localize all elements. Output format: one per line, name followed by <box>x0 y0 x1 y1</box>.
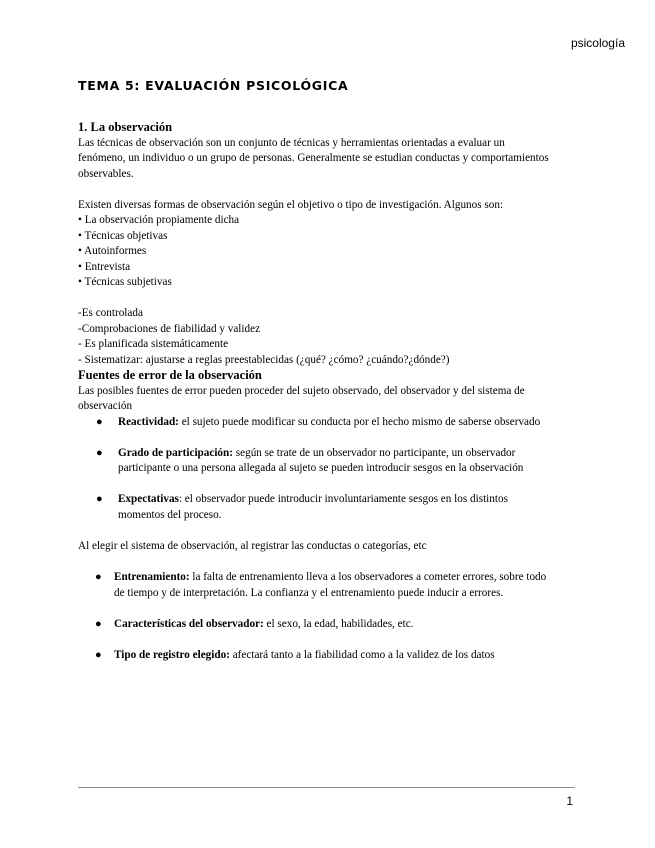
term: Características del observador: <box>114 617 264 630</box>
bullet-icon: ● <box>95 571 102 583</box>
forms-intro: Existen diversas formas de observación según el objetivo o tipo de investigación. Algunos son: <box>78 198 504 211</box>
list-item: • Técnicas objetivas <box>78 229 168 242</box>
term: Tipo de registro elegido: <box>114 648 230 661</box>
list-item: • Entrevista <box>78 260 131 273</box>
section-heading-fuentes-error: Fuentes de error de la observación <box>78 368 262 382</box>
paragraph-line: fenómeno, un individuo o un grupo de personas. Generalmente se estudian conductas y comportamientos <box>78 152 549 164</box>
list-item: - Es planificada sistemáticamente <box>78 338 229 350</box>
paragraph-line: Las posibles fuentes de error pueden proceder del sujeto observado, del observador y del sistema de <box>78 384 525 397</box>
system-intro: Al elegir el sistema de observación, al registrar las conductas o categorías, etc <box>78 539 427 552</box>
term: Expectativas <box>118 493 179 505</box>
observer-error-list <box>78 570 578 663</box>
paragraph-line: observables. <box>78 167 134 180</box>
document-body <box>78 120 578 679</box>
list-item: • La observación propiamente dicha <box>78 214 240 226</box>
term: Entrenamiento: <box>114 571 190 583</box>
list-item: ● Expectativas: el observador puede introducir involuntariamente sesgos en los distintos momentos del proceso. <box>96 493 508 521</box>
bullet-icon: ● <box>95 648 102 661</box>
list-item: ● Entrenamiento: la falta de entrenamiento lleva a los observadores a cometer errores, sobre todo de tiempo y de interpretación. La confianza y el entrenamiento puede inducir a errores. <box>95 571 547 599</box>
list-item: • Técnicas subjetivas <box>78 276 172 288</box>
term: Reactividad: <box>118 415 179 428</box>
bullet-icon: ● <box>95 617 102 630</box>
list-item: ● Grado de participación: según se trate de un observador no participante, un observador participante o una persona allegada al sujeto se pueden introducir sesgos en la observación <box>96 446 524 474</box>
list-item: -Es controlada <box>78 307 143 319</box>
bullet-icon: ● <box>96 493 103 505</box>
subject-error-list <box>78 415 578 524</box>
list-item: ● Reactividad: el sujeto puede modificar su conducta por el hecho mismo de saberse observado <box>78 415 578 431</box>
list-item: - Sistematizar: ajustarse a reglas preestablecidas (¿qué? ¿cómo? ¿cuándo?¿dónde?) <box>78 353 450 366</box>
paragraph-line: observación <box>78 400 133 412</box>
running-header: psicología <box>570 36 625 50</box>
list-item: ● Tipo de registro elegido: afectará tanto a la fiabilidad como a la validez de los datos <box>78 648 578 664</box>
list-item: • Autoinformes <box>78 245 147 257</box>
bullet-icon: ● <box>96 415 103 428</box>
features-list <box>78 306 578 368</box>
section-heading-observacion: 1. La observación <box>78 120 173 134</box>
term: Grado de participación: <box>118 446 233 459</box>
page-number: 1 <box>566 794 573 808</box>
page-title: TEMA 5: EVALUACIÓN PSICOLÓGICA <box>78 78 349 93</box>
paragraph-line: Las técnicas de observación son un conjunto de técnicas y herramientas orientadas a evaluar un <box>78 136 505 149</box>
list-item: -Comprobaciones de fiabilidad y validez <box>78 322 261 335</box>
forms-list <box>78 213 578 291</box>
list-item: ● Características del observador: el sexo, la edad, habilidades, etc. <box>78 617 578 633</box>
footer-divider <box>78 787 575 788</box>
bullet-icon: ● <box>96 446 103 459</box>
